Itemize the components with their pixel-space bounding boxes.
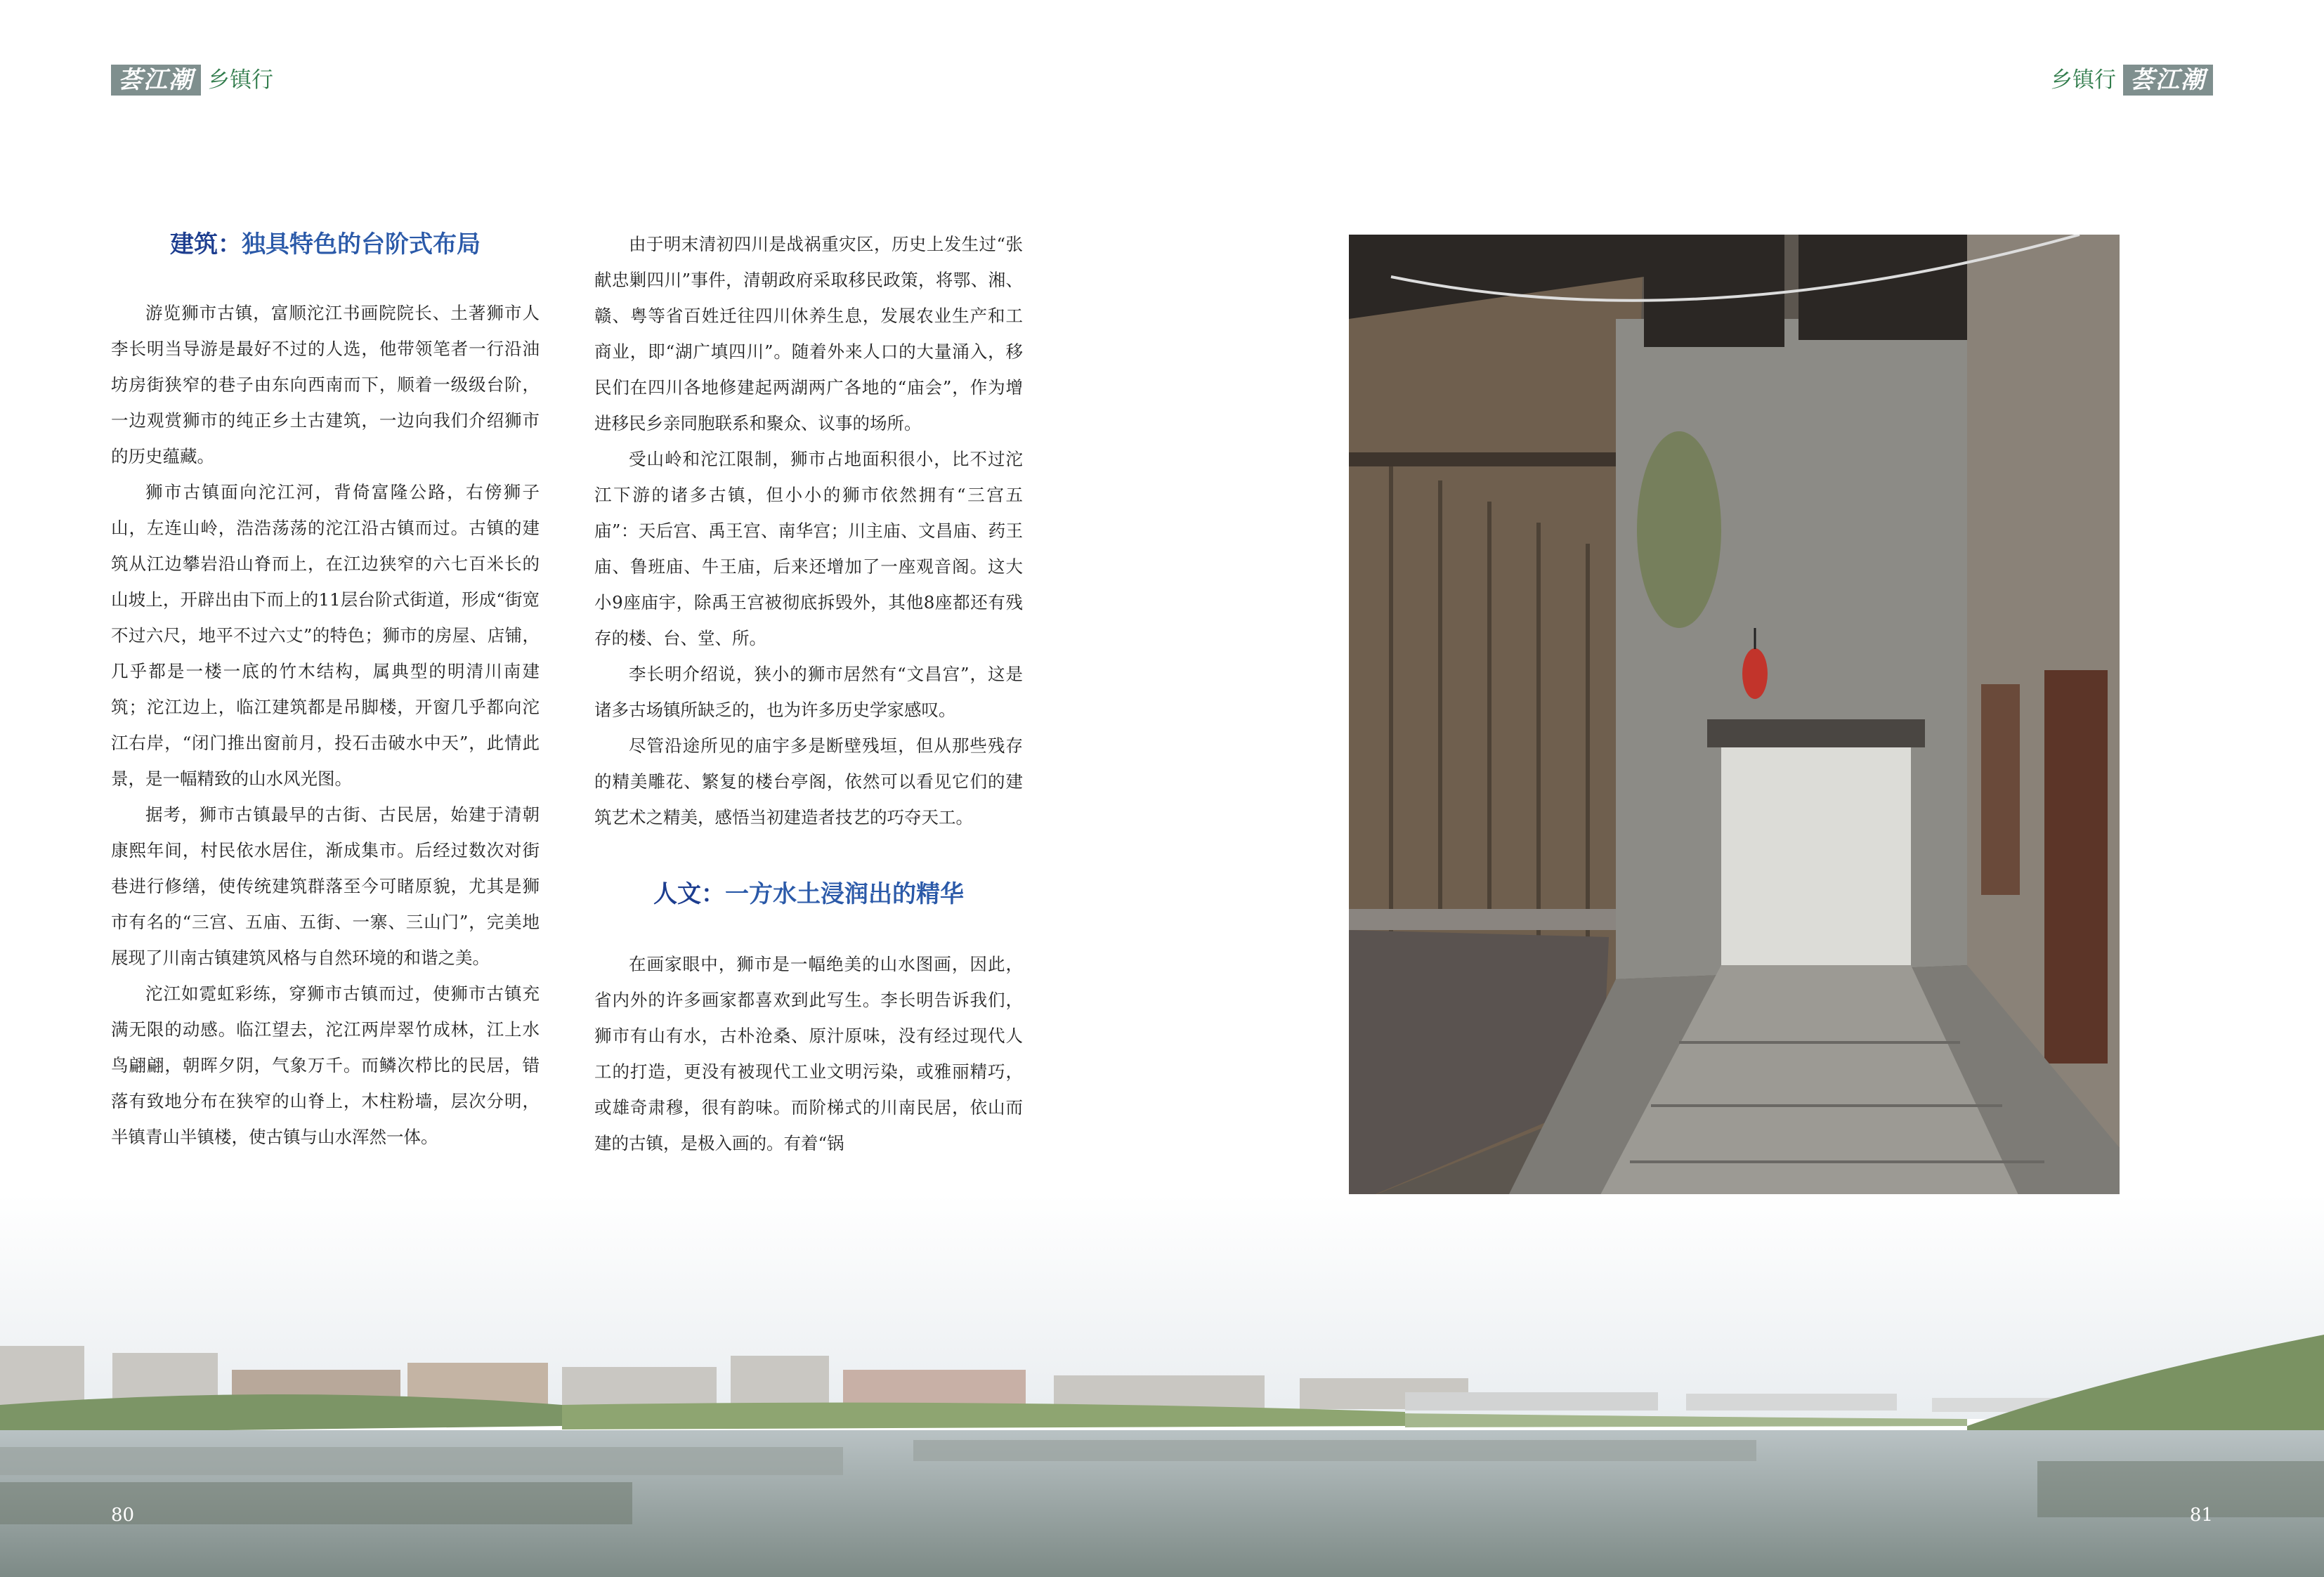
section-heading-culture	[594, 873, 1023, 915]
paragraph: 受山岭和沱江限制，狮市占地面积很小，比不过沱江下游的诸多古镇，但小小的狮市依然拥有“三宫五庙”：天后宫、禹王宫、南华宫；川主庙、文昌庙、药王庙、鲁班庙、牛王庙，后来还增加了一座观音阁。这大小9座庙宇，除禹王宫被彻底拆毁外，其他8座都还有残存的楼、台、堂、所。	[594, 449, 1023, 648]
header-left	[111, 65, 273, 96]
section-label: 乡镇行	[2051, 67, 2116, 93]
riverside-landscape	[0, 1194, 2324, 1577]
paragraph: 由于明末清初四川是战祸重灾区，历史上发生过“张献忠剿四川”事件，清朝政府采取移民政策，将鄂、湘、赣、粤等省百姓迁往四川休养生息，发展农业生产和工商业，即“湖广填四川”。随着外来人口的大量涌入，移民们在四川各地修建起两湖两广各地的“庙会”，作为增进移民乡亲同胞联系和聚众、议事的场所。	[594, 234, 1023, 433]
paragraph: 李长明介绍说，狭小的狮市居然有“文昌宫”，这是诸多古场镇所缺乏的，也为许多历史学家感叹。	[594, 664, 1023, 720]
paragraph: 狮市古镇面向沱江河，背倚富隆公路，右傍狮子山，左连山岭，浩浩荡荡的沱江沿古镇而过。古镇的建筑从江边攀岩沿山脊而上，在江边狭窄的六七百米长的山坡上，开辟出由下而上的11层台阶式街道，形成“街宽不过六尺，地平不过六丈”的特色；狮市的房屋、店铺，几乎都是一楼一底的竹木结构，属典型的明清川南建筑；沱江边上，临江建筑都是吊脚楼，开窗几乎都向沱江右岸，“闭门推出窗前月，投石击破水中天”，此情此景，是一幅精致的山水风光图。	[111, 482, 540, 789]
heading-keyword: 人文：	[653, 880, 725, 908]
heading-keyword: 建筑：	[170, 230, 242, 259]
page-number-right: 81	[2189, 1505, 2213, 1526]
page-number-left: 80	[111, 1505, 135, 1526]
section-heading-architecture	[111, 223, 540, 266]
paragraph: 沱江如霓虹彩练，穿狮市古镇而过，使狮市古镇充满无限的动感。临江望去，沱江两岸翠竹成林，江上水鸟翩翩，朝晖夕阴，气象万千。而鳞次栉比的民居，错落有致地分布在狭窄的山脊上，木柱粉墙，层次分明，半镇青山半镇楼，使古镇与山水浑然一体。	[111, 983, 540, 1147]
text-column-middle	[594, 226, 1023, 1161]
section-label: 乡镇行	[208, 67, 273, 93]
paragraph: 游览狮市古镇，富顺沱江书画院院长、土著狮市人李长明当导游是最好不过的人选，他带领笔者一行沿油坊房街狭窄的巷子由东向西南而下，顺着一级级台阶，一边观赏狮市的纯正乡土古建筑，一边向我们介绍狮市的历史蕴藏。	[111, 303, 540, 466]
header-right	[2051, 65, 2213, 96]
paragraph: 据考，狮市古镇最早的古街、古民居，始建于清朝康熙年间，村民依水居住，渐成集市。后经过数次对街巷进行修缮，使传统建筑群落至今可睹原貌，尤其是狮市有名的“三宫、五庙、五街、一寨、三山门”，完美地展现了川南古镇建筑风格与自然环境的和谐之美。	[111, 804, 540, 968]
magazine-logo: 荟江潮	[111, 65, 201, 96]
paragraph: 在画家眼中，狮市是一幅绝美的山水图画，因此，省内外的许多画家都喜欢到此写生。李长明告诉我们，狮市有山有水，古朴沧桑、原汁原味，没有经过现代人工的打造，更没有被现代工业文明污染，或雅丽精巧，或雄奇肃穆，很有韵味。而阶梯式的川南民居，依山而建的古镇，是极入画的。有着“锅	[594, 954, 1023, 1153]
paragraph: 尽管沿途所见的庙宇多是断壁残垣，但从那些残存的精美雕花、繁复的楼台亭阁，依然可以看见它们的建筑艺术之精美，感悟当初建造者技艺的巧夺天工。	[594, 735, 1023, 827]
magazine-logo: 荟江潮	[2123, 65, 2213, 96]
heading-text: 独具特色的台阶式布局	[242, 230, 481, 259]
alley-photo-illustration	[1349, 235, 2120, 1205]
text-column-left	[111, 223, 540, 1155]
alley-photo	[1349, 235, 2120, 1205]
heading-text: 一方水土浸润出的精华	[725, 880, 964, 908]
